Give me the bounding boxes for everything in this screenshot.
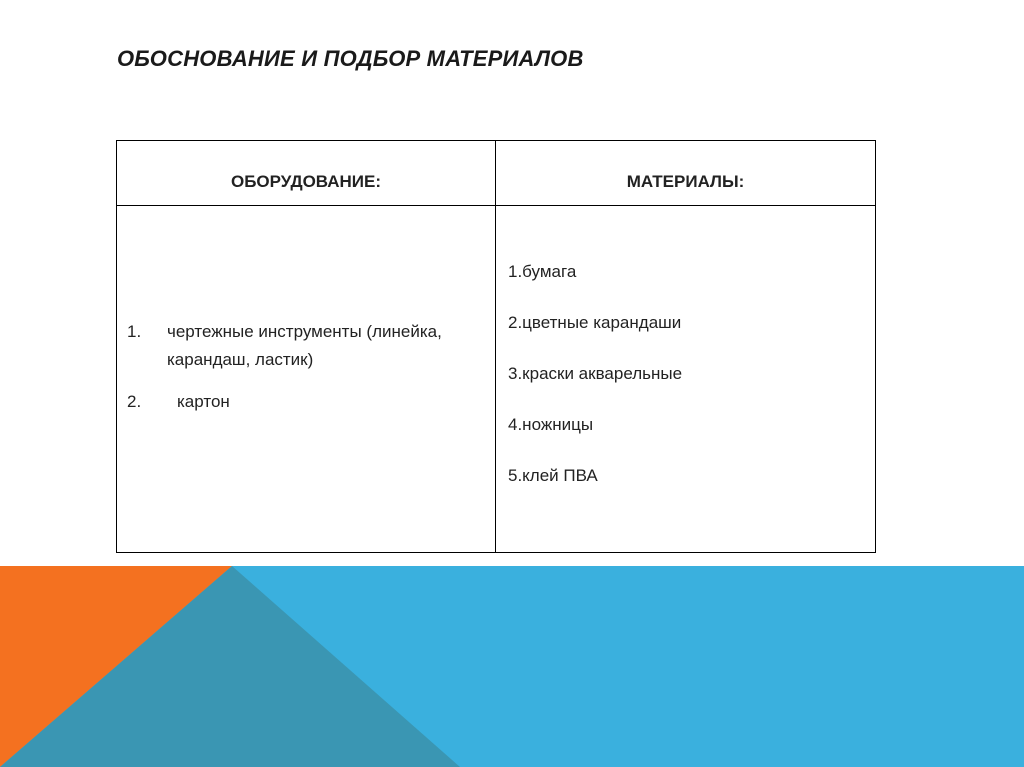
materials-cell: [496, 206, 876, 553]
header-equipment-label: ОБОРУДОВАНИЕ:: [230, 172, 382, 191]
equipment-item: [127, 318, 495, 374]
table-body-row: [117, 206, 876, 553]
equipment-item-text: чертежные инструменты (линейка, карандаш, ластик): [167, 322, 442, 369]
slide-title: ОБОСНОВАНИЕ И ПОДБОР МАТЕРИАЛОВ: [117, 46, 584, 71]
materials-item: 1.бумага: [508, 262, 577, 281]
equipment-item-number: 1.: [127, 322, 142, 341]
equipment-item-text: картон: [177, 392, 230, 411]
materials-item: 2.цветные карандаши: [508, 313, 682, 332]
materials-item: 3.краски акварельные: [508, 364, 683, 383]
decorative-bottom-band: [0, 566, 1024, 767]
equipment-list: [117, 318, 495, 416]
header-materials-label: МАТЕРИАЛЫ:: [626, 172, 745, 191]
materials-list: [496, 261, 875, 487]
materials-item: 5.клей ПВА: [508, 466, 598, 485]
materials-item: 4.ножницы: [508, 415, 594, 434]
equipment-item: [127, 388, 495, 416]
equipment-item-number: 2.: [127, 392, 142, 411]
table-header-row: [117, 141, 876, 206]
header-equipment: [117, 141, 496, 206]
header-materials: [496, 141, 876, 206]
equipment-materials-table: [116, 140, 876, 553]
equipment-cell: [117, 206, 496, 553]
